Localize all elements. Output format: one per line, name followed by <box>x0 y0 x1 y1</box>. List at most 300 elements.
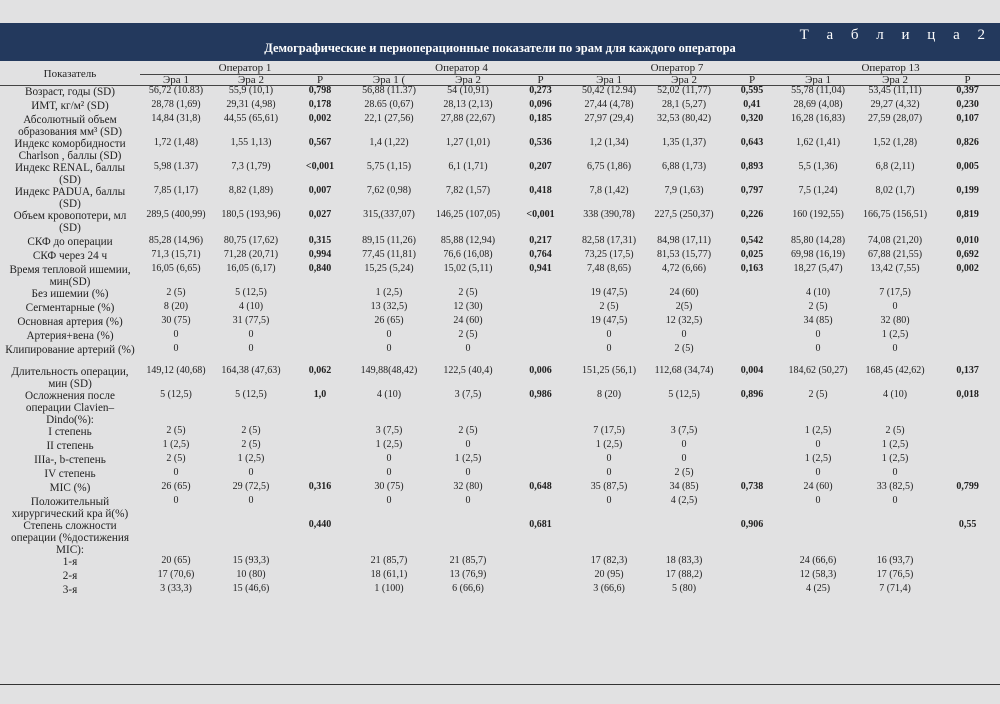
p-value-cell: 0,230 <box>956 99 979 110</box>
row-label: Длительность операции, мин (SD) <box>11 365 129 390</box>
table-row <box>0 114 1000 138</box>
p-value-cell <box>723 302 781 316</box>
table-row <box>0 468 1000 482</box>
value-cell: 6,8 (2,11) <box>875 161 915 172</box>
value-cell: 3 (66,6) <box>593 583 625 594</box>
value-cell: 149,12 (40,68) <box>146 365 206 376</box>
value-cell: 7,8 (1,42) <box>589 185 629 196</box>
value-cell: 20 (65) <box>161 555 191 566</box>
value-cell: 32,53 (80,42) <box>656 113 712 124</box>
operator-header: Оператор 7 <box>573 63 781 74</box>
p-value-cell <box>290 288 350 302</box>
value-cell: 1 (2,5) <box>237 453 265 464</box>
value-cell: 0 <box>606 453 612 464</box>
value-cell: 5 (12,5) <box>235 389 267 400</box>
p-value-cell: 0,207 <box>529 161 552 172</box>
value-cell <box>781 520 855 556</box>
value-cell: 74,08 (21,20) <box>867 235 923 246</box>
value-cell: 1,35 (1,37) <box>661 137 707 148</box>
value-cell: 34 (85) <box>803 315 833 326</box>
table-row <box>0 390 1000 426</box>
value-cell: 166,75 (156,51) <box>862 209 928 220</box>
value-cell: 55,78 (11,04) <box>791 85 845 96</box>
value-cell: 2(5) <box>675 301 693 312</box>
p-value-cell: 0,025 <box>740 249 764 260</box>
row-label: Степень сложности операции (%достижения MIC): <box>11 519 129 556</box>
era-header: Эра 2 <box>645 74 723 86</box>
value-cell: 1,2 (1,34) <box>589 137 629 148</box>
value-cell: 2 (5) <box>674 467 694 478</box>
value-cell: 16,28 (16,83) <box>790 113 846 124</box>
value-cell: 2 (5) <box>885 425 905 436</box>
value-cell <box>573 520 645 556</box>
value-cell: 77,45 (11,81) <box>362 249 416 260</box>
value-cell: 5 (12,5) <box>668 389 700 400</box>
p-value-cell <box>723 584 781 598</box>
row-label: IV степень <box>44 467 96 480</box>
value-cell: 80,75 (17,62) <box>223 235 279 246</box>
p-value-cell <box>508 556 573 570</box>
value-cell: 84,98 (17,11) <box>657 235 711 246</box>
value-cell: 3 (7,5) <box>375 425 403 436</box>
p-value-cell <box>290 454 350 468</box>
p-value-cell: 0,595 <box>740 85 764 96</box>
p-value-cell <box>935 288 1000 302</box>
value-cell: 34 (85) <box>669 481 699 492</box>
value-cell: 28,1 (5,27) <box>661 99 707 110</box>
p-value-cell <box>508 570 573 584</box>
value-cell: 27,88 (22,67) <box>440 113 496 124</box>
p-value-cell: 0,536 <box>529 137 552 148</box>
value-cell: 18 (61,1) <box>370 569 408 580</box>
value-cell: 1 (2,5) <box>881 439 909 450</box>
value-cell: 1 (2,5) <box>881 453 909 464</box>
value-cell: 33 (82,5) <box>876 481 914 492</box>
row-label: 2-я <box>62 569 78 582</box>
value-cell: 21 (85,7) <box>449 555 487 566</box>
value-cell <box>350 520 428 556</box>
p-value-cell <box>935 556 1000 570</box>
table-row <box>0 366 1000 390</box>
value-cell: 12 (32,5) <box>665 315 703 326</box>
p-value-cell: 0,002 <box>308 113 332 124</box>
value-cell: 44,55 (65,61) <box>223 113 279 124</box>
table-row <box>0 520 1000 556</box>
p-value-cell: 0,217 <box>529 235 552 246</box>
value-cell: 26 (65) <box>161 481 191 492</box>
value-cell: 0 <box>386 495 392 506</box>
indicator-header: Показатель <box>0 63 140 86</box>
value-cell: 0 <box>892 301 898 312</box>
p-value-cell: 0,137 <box>956 365 979 376</box>
value-cell: 26 (65) <box>374 315 404 326</box>
row-label: Индекс PADUA, баллы (SD) <box>14 185 126 210</box>
value-cell: 0 <box>248 329 254 340</box>
value-cell: 149,88(48,42) <box>360 365 418 376</box>
p-value-cell: 0,320 <box>740 113 764 124</box>
p-value-cell <box>935 468 1000 482</box>
value-cell: 1 (100) <box>374 583 404 594</box>
row-label: Объем кровопотери, мл (SD) <box>13 209 127 234</box>
value-cell: 73,25 (17,5) <box>584 249 634 260</box>
table-row <box>0 344 1000 366</box>
era-header: Эра 1 <box>573 74 645 86</box>
p-value-cell <box>723 426 781 440</box>
data-table <box>0 63 1000 598</box>
value-cell: 2 (5) <box>458 425 478 436</box>
p-value-cell <box>935 584 1000 598</box>
value-cell: 54 (10,91) <box>447 85 489 96</box>
value-cell: 2 (5) <box>599 301 619 312</box>
value-cell: 4 (10) <box>376 389 402 400</box>
table-row <box>0 496 1000 520</box>
value-cell: 4 (10) <box>882 389 908 400</box>
p-value-cell <box>935 316 1000 330</box>
value-cell: 1 (2,5) <box>375 287 403 298</box>
value-cell: 89,15 (11,26) <box>362 235 416 246</box>
value-cell: 0 <box>465 343 471 354</box>
value-cell: 2 (5) <box>241 425 261 436</box>
value-cell: 24 (60) <box>669 287 699 298</box>
value-cell: 8,02 (1,7) <box>875 185 915 196</box>
value-cell: 1 (2,5) <box>881 329 909 340</box>
value-cell: 14,84 (31,8) <box>151 113 201 124</box>
value-cell: 18,27 (5,47) <box>793 263 843 274</box>
value-cell: 1 (2,5) <box>804 425 832 436</box>
value-cell: 0 <box>386 329 392 340</box>
table-row <box>0 264 1000 288</box>
value-cell: 5 (12,5) <box>235 287 267 298</box>
value-cell: 28,78 (1,69) <box>151 99 201 110</box>
value-cell: 8 (20) <box>163 301 189 312</box>
p-value-cell: 0,199 <box>956 185 979 196</box>
value-cell: 29,31 (4,98) <box>226 99 276 110</box>
value-cell: 0 <box>173 343 179 354</box>
p-value-cell: 0,799 <box>956 481 979 492</box>
value-cell: 1,27 (1,01) <box>445 137 491 148</box>
value-cell: 1 (2,5) <box>595 439 623 450</box>
p-value-cell <box>290 316 350 330</box>
value-cell: 15,02 (5,11) <box>443 263 493 274</box>
p-value-cell: 0,764 <box>529 249 552 260</box>
value-cell: 164,38 (47,63) <box>221 365 281 376</box>
value-cell: 82,58 (17,31) <box>581 235 637 246</box>
value-cell: 13,42 (7,55) <box>870 263 920 274</box>
value-cell: 2 (5) <box>674 343 694 354</box>
value-cell: 35 (87,5) <box>590 481 628 492</box>
p-value-cell <box>290 330 350 344</box>
p-value-cell: <0,001 <box>305 161 335 172</box>
value-cell: 0 <box>815 467 821 478</box>
p-value-cell: 0,315 <box>308 235 332 246</box>
row-label: Время тепловой ишемии, мин(SD) <box>9 263 131 288</box>
value-cell: 151,25 (56,1) <box>581 365 637 376</box>
row-label: IIIa-, b-степень <box>34 453 106 466</box>
p-value-cell: 0,797 <box>740 185 764 196</box>
p-value-cell: 0,819 <box>956 209 979 220</box>
value-cell: 17 (88,2) <box>665 569 703 580</box>
value-cell: 27,44 (4,78) <box>584 99 634 110</box>
table-row <box>0 440 1000 454</box>
value-cell: 53,45 (11,11) <box>868 85 922 96</box>
value-cell: 30 (75) <box>161 315 191 326</box>
p-value-cell: 0,681 <box>529 519 552 530</box>
value-cell: 56,72 (10.83) <box>148 85 204 96</box>
value-cell: 1,72 (1,48) <box>153 137 199 148</box>
p-value-cell: 0,41 <box>743 99 761 110</box>
p-value-cell: 0,062 <box>308 365 332 376</box>
value-cell: 7 (71,4) <box>879 583 911 594</box>
table-header-bar <box>0 23 1000 61</box>
p-value-cell <box>935 344 1000 366</box>
p-value-cell <box>508 316 573 330</box>
value-cell: 0 <box>681 329 687 340</box>
p-value-cell <box>508 584 573 598</box>
table-row <box>0 302 1000 316</box>
p-value-cell <box>723 330 781 344</box>
value-cell: 4 (10) <box>805 287 831 298</box>
value-cell: 160 (192,55) <box>792 209 844 220</box>
p-value-cell <box>290 556 350 570</box>
p-value-cell <box>508 454 573 468</box>
p-value-cell <box>723 496 781 520</box>
value-cell: 315,(337,07) <box>363 209 415 220</box>
row-label: 1-я <box>62 555 78 568</box>
p-value-cell: 0,692 <box>956 249 979 260</box>
p-header: Р <box>935 74 1000 86</box>
p-value-cell <box>935 440 1000 454</box>
value-cell: 8 (20) <box>596 389 622 400</box>
p-value-cell <box>723 316 781 330</box>
p-value-cell <box>935 570 1000 584</box>
value-cell: 6,1 (1,71) <box>448 161 488 172</box>
table-row <box>0 454 1000 468</box>
p-value-cell <box>290 426 350 440</box>
row-label: 3-я <box>62 583 78 596</box>
p-value-cell <box>723 454 781 468</box>
value-cell: 0 <box>892 467 898 478</box>
value-cell: 7,3 (1,79) <box>231 161 271 172</box>
p-value-cell: 0,163 <box>740 263 764 274</box>
row-label: ИМТ, кг/м² (SD) <box>31 99 109 112</box>
p-value-cell: 0,643 <box>740 137 764 148</box>
p-value-cell <box>290 302 350 316</box>
value-cell: 3 (33,3) <box>160 583 192 594</box>
value-cell: 21 (85,7) <box>370 555 408 566</box>
table-row <box>0 570 1000 584</box>
value-cell: 24 (60) <box>803 481 833 492</box>
table-row <box>0 100 1000 114</box>
row-label: II степень <box>46 439 94 452</box>
value-cell: 2 (5) <box>458 287 478 298</box>
row-label: MIC (%) <box>49 481 91 494</box>
value-cell: 168,45 (42,62) <box>865 365 925 376</box>
value-cell: 0 <box>815 495 821 506</box>
row-label: Без ишемии (%) <box>31 287 109 300</box>
value-cell: 0 <box>606 329 612 340</box>
value-cell: 7 (17,5) <box>593 425 625 436</box>
value-cell: 6,75 (1,86) <box>586 161 632 172</box>
value-cell: 0 <box>386 343 392 354</box>
value-cell: 0 <box>606 495 612 506</box>
value-cell: 5,98 (1.37) <box>153 161 199 172</box>
value-cell: 2 (5) <box>166 453 186 464</box>
value-cell: 3 (7,5) <box>670 425 698 436</box>
value-cell: 0 <box>465 439 471 450</box>
p-value-cell <box>723 440 781 454</box>
table-row <box>0 186 1000 210</box>
table-row <box>0 162 1000 186</box>
value-cell: 0 <box>606 343 612 354</box>
value-cell: 7,62 (0,98) <box>366 185 412 196</box>
row-label: Положительный хирургический кра й(%) <box>11 495 129 520</box>
value-cell: 15,25 (5,24) <box>364 263 414 274</box>
p-value-cell: 0,542 <box>740 235 764 246</box>
value-cell: 10 (80) <box>236 569 266 580</box>
p-value-cell <box>508 344 573 366</box>
p-value-cell: 0,55 <box>958 519 977 530</box>
value-cell: 85,80 (14,28) <box>790 235 846 246</box>
p-value-cell: 0,107 <box>956 113 979 124</box>
value-cell: 15 (46,6) <box>232 583 270 594</box>
table-title: Демографические и периоперационные показатели по эрам для каждого оператора <box>264 41 736 55</box>
value-cell: 29 (72,5) <box>232 481 270 492</box>
value-cell: 112,68 (34,74) <box>654 365 714 376</box>
p-value-cell <box>723 344 781 366</box>
value-cell: 1 (2,5) <box>375 439 403 450</box>
value-cell: 69,98 (16,19) <box>790 249 846 260</box>
value-cell: 0 <box>815 439 821 450</box>
row-label: Индекс RENAL, баллы (SD) <box>15 161 125 186</box>
value-cell: 122,5 (40,4) <box>443 365 493 376</box>
table-row <box>0 316 1000 330</box>
value-cell: 8,82 (1,89) <box>228 185 274 196</box>
value-cell: 85,28 (14,96) <box>148 235 204 246</box>
value-cell: 50,42 (12.94) <box>581 85 637 96</box>
row-label: СКФ до операции <box>27 235 113 248</box>
row-label: Сегментарные (%) <box>25 301 115 314</box>
value-cell: 4 (25) <box>805 583 831 594</box>
p-value-cell: 0,226 <box>740 209 764 220</box>
p-value-cell <box>290 496 350 520</box>
value-cell: 2 (5) <box>241 439 261 450</box>
era-header: Эра 2 <box>212 74 290 86</box>
value-cell <box>212 520 290 556</box>
value-cell: 7 (17,5) <box>879 287 911 298</box>
value-cell: 28,69 (4,08) <box>793 99 843 110</box>
value-cell: 4,72 (6,66) <box>661 263 707 274</box>
p-value-cell: 0,010 <box>956 235 979 246</box>
p-value-cell <box>723 288 781 302</box>
row-label: Клипирование артерий (%) <box>5 343 135 356</box>
value-cell: 1 (2,5) <box>454 453 482 464</box>
value-cell: 2 (5) <box>808 301 828 312</box>
table-row <box>0 86 1000 100</box>
value-cell: 12 (58,3) <box>799 569 837 580</box>
value-cell: 0 <box>386 453 392 464</box>
p-value-cell: 0,440 <box>308 519 332 530</box>
value-cell: 67,88 (21,55) <box>867 249 923 260</box>
value-cell: 0 <box>465 467 471 478</box>
p-value-cell <box>508 468 573 482</box>
p-value-cell <box>290 440 350 454</box>
value-cell: 2 (5) <box>166 425 186 436</box>
value-cell <box>855 520 935 556</box>
p-value-cell: 0,007 <box>308 185 332 196</box>
value-cell: 5,75 (1,15) <box>366 161 412 172</box>
p-value-cell: 0,840 <box>308 263 332 274</box>
table-row <box>0 482 1000 496</box>
value-cell: 76,6 (16,08) <box>443 249 493 260</box>
value-cell: 289,5 (400,99) <box>146 209 206 220</box>
value-cell: 0 <box>681 453 687 464</box>
p-value-cell: 0,418 <box>529 185 552 196</box>
value-cell: 0 <box>681 439 687 450</box>
value-cell: 1,52 (1,28) <box>872 137 918 148</box>
value-cell: 4 (2,5) <box>670 495 698 506</box>
p-value-cell <box>723 556 781 570</box>
table-row <box>0 426 1000 440</box>
value-cell: 0 <box>248 467 254 478</box>
table-row <box>0 584 1000 598</box>
row-label: Основная артерия (%) <box>17 315 123 328</box>
table-body <box>0 86 1000 598</box>
p-value-cell <box>290 570 350 584</box>
value-cell: 22,1 (27,56) <box>364 113 414 124</box>
value-cell: 7,85 (1,17) <box>153 185 199 196</box>
row-label: Абсолютный объем образования мм³ (SD) <box>18 113 122 138</box>
p-value-cell <box>723 570 781 584</box>
value-cell: 7,5 (1,24) <box>798 185 838 196</box>
p-value-cell: 0,826 <box>956 137 979 148</box>
value-cell: 0 <box>815 343 821 354</box>
p-value-cell: 0,178 <box>308 99 332 110</box>
value-cell: 28,13 (2,13) <box>443 99 493 110</box>
row-label: Индекс коморбидности Charlson , баллы (SD) <box>14 137 126 162</box>
p-value-cell <box>290 468 350 482</box>
value-cell: 7,82 (1,57) <box>445 185 491 196</box>
value-cell: 227,5 (250,37) <box>654 209 714 220</box>
table-row <box>0 288 1000 302</box>
value-cell: 5 (12,5) <box>160 389 192 400</box>
value-cell: 180,5 (193,96) <box>221 209 281 220</box>
value-cell: 20 (95) <box>594 569 624 580</box>
value-cell: 19 (47,5) <box>590 315 628 326</box>
value-cell: 2 (5) <box>808 389 828 400</box>
value-cell: 27,97 (29,4) <box>584 113 634 124</box>
value-cell: 0 <box>248 495 254 506</box>
value-cell: 0 <box>892 495 898 506</box>
p-header: Р <box>508 74 573 86</box>
value-cell: 1,55 1,13) <box>230 137 272 148</box>
value-cell: 13 (32,5) <box>370 301 408 312</box>
value-cell: 29,27 (4,32) <box>870 99 920 110</box>
p-value-cell <box>508 288 573 302</box>
p-value-cell: 0,986 <box>529 389 552 400</box>
value-cell: 0 <box>173 329 179 340</box>
table-row <box>0 138 1000 162</box>
p-value-cell: 0,994 <box>308 249 332 260</box>
value-cell: 24 (66,6) <box>799 555 837 566</box>
value-cell: 0 <box>606 467 612 478</box>
value-cell: 0 <box>815 329 821 340</box>
p-value-cell: 0,027 <box>308 209 332 220</box>
table-number-label: Т а б л и ц а 2 <box>799 27 992 43</box>
p-value-cell: <0,001 <box>526 209 555 220</box>
row-label: СКФ через 24 ч <box>32 249 108 262</box>
p-value-cell: 0,273 <box>529 85 552 96</box>
value-cell <box>140 520 212 556</box>
